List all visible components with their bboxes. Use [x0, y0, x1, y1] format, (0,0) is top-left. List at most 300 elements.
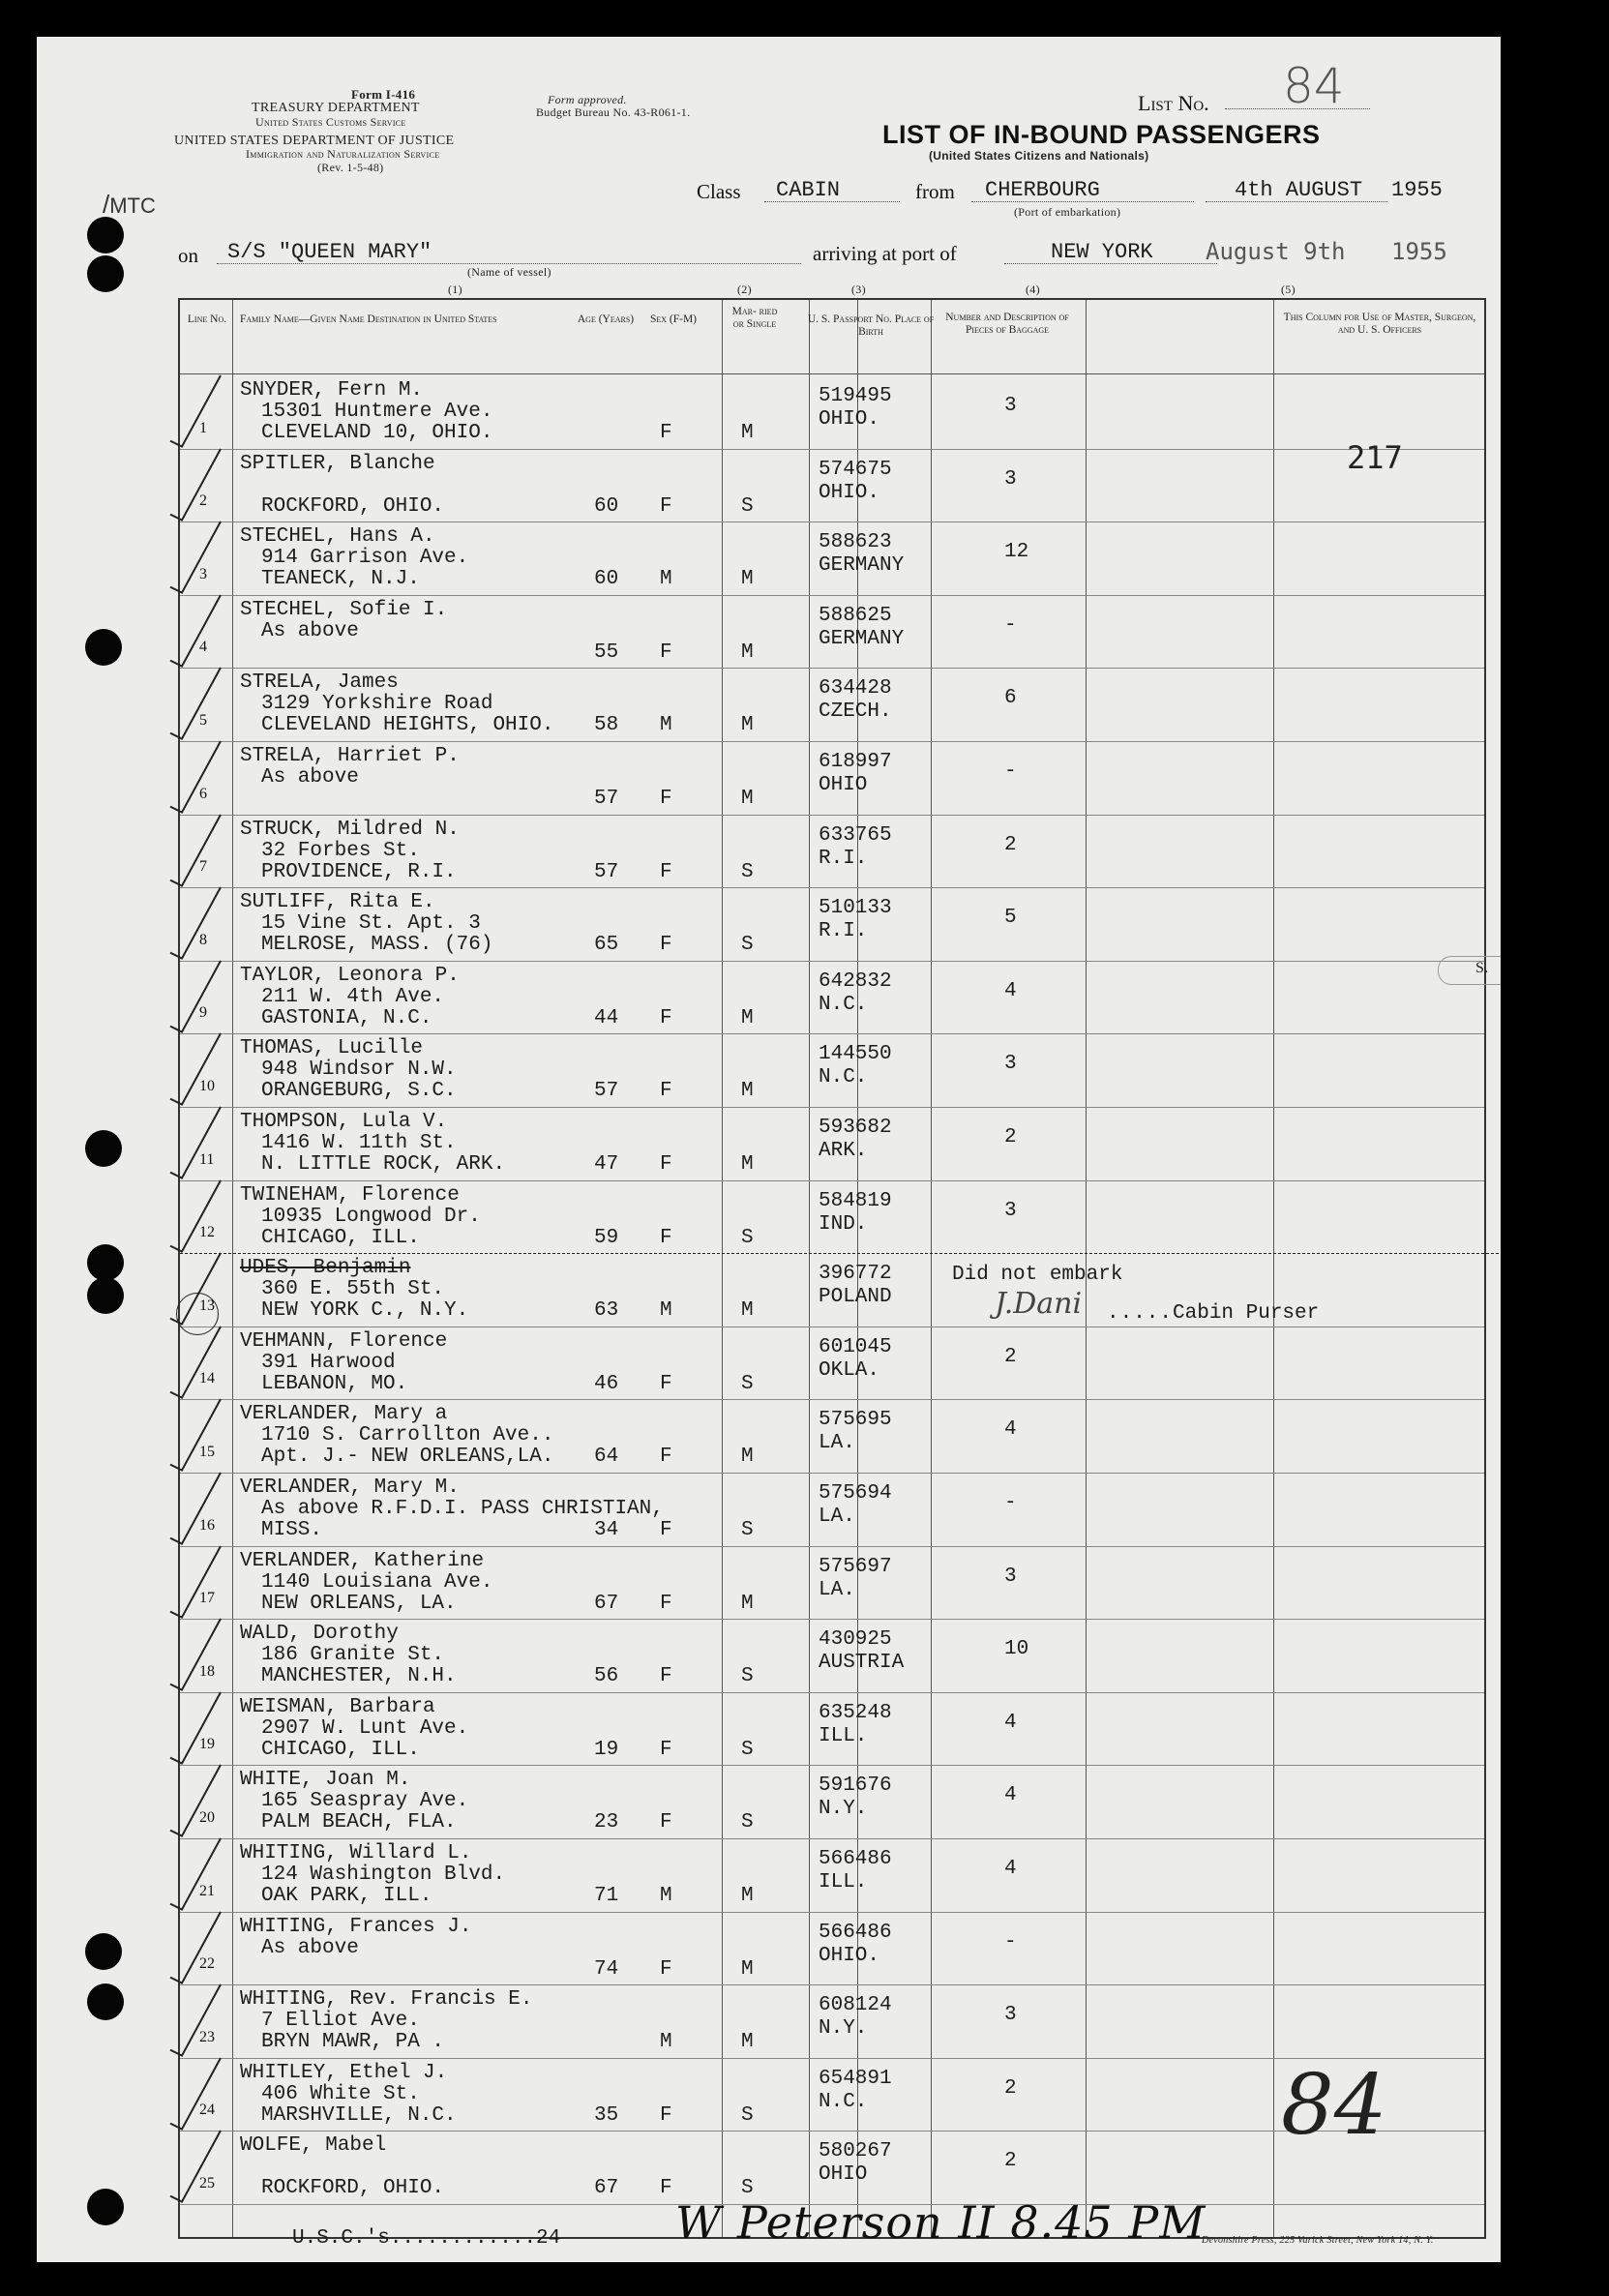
- binder-hole: [87, 255, 124, 292]
- passenger-name: STRELA, James: [240, 671, 399, 695]
- marital-status: M: [741, 1446, 754, 1469]
- marital-status: S: [741, 1372, 754, 1395]
- age: 60: [594, 494, 619, 518]
- passenger-name: VERLANDER, Mary a: [240, 1403, 448, 1426]
- list-no-label: List No.: [1138, 91, 1209, 115]
- sex: M: [660, 714, 672, 737]
- table-row: [180, 1984, 1484, 2058]
- address-line-1: 124 Washington Blvd.: [261, 1864, 506, 1886]
- baggage-count: -: [1004, 1492, 1017, 1514]
- sex: F: [660, 1372, 672, 1395]
- place-of-birth: N.Y.: [819, 2017, 868, 2041]
- sex: F: [660, 788, 672, 810]
- edge-stamp: S.: [1438, 956, 1501, 985]
- passport-number: 633765: [819, 823, 892, 847]
- passenger-name: SPITLER, Blanche: [240, 452, 435, 475]
- table-row: [180, 668, 1484, 741]
- line-number: 11: [199, 1150, 215, 1168]
- cabin-purser-label: .....Cabin Purser: [1107, 1302, 1320, 1325]
- marital-status: M: [741, 1006, 754, 1029]
- line-number: 14: [199, 1370, 215, 1387]
- address-line-1: 406 White St.: [261, 2082, 420, 2105]
- sex: F: [660, 860, 672, 883]
- address-line-2: OAK PARK, ILL.: [261, 1885, 432, 1907]
- embark-date: 4th AUGUST: [1235, 178, 1363, 202]
- arrival-year: 1955: [1391, 238, 1447, 265]
- address-line-2: BRYN MAWR, PA .: [261, 2031, 445, 2054]
- age: 35: [594, 2103, 619, 2127]
- line-number: 3: [199, 565, 207, 582]
- address-line-1: 32 Forbes St.: [261, 839, 420, 862]
- printer-imprint: Devonshire Press, 225 Varick Street, New York 14, N. Y.: [1202, 2235, 1434, 2246]
- check-mark: [166, 370, 224, 453]
- table-row: [180, 595, 1484, 669]
- line-number: 21: [199, 1882, 215, 1899]
- form-subtitle: (United States Citizens and Nationals): [929, 149, 1149, 163]
- place-of-birth: OHIO: [819, 2163, 868, 2187]
- passenger-name: STECHEL, Hans A.: [240, 525, 435, 549]
- passport-number: 654891: [819, 2067, 892, 2090]
- baggage-count: 4: [1004, 1418, 1017, 1442]
- passenger-name: WHITLEY, Ethel J.: [240, 2061, 448, 2084]
- age: 46: [594, 1372, 619, 1395]
- address-line-2: MANCHESTER, N.H.: [261, 1665, 457, 1688]
- passport-number: 601045: [819, 1335, 892, 1358]
- baggage-count: 4: [1004, 979, 1017, 1002]
- address-line-1: 1710 S. Carrollton Ave..: [261, 1424, 554, 1447]
- purser-signature: J.Dani: [995, 1287, 1083, 1321]
- header-passport: U. S. Passport No. Place of Birth: [807, 313, 935, 338]
- marital-status: S: [741, 860, 754, 883]
- check-mark: [166, 662, 224, 745]
- sex: F: [660, 1519, 672, 1541]
- did-not-embark-note: Did not embark: [952, 1264, 1123, 1286]
- baggage-count: 3: [1004, 467, 1017, 491]
- sex: F: [660, 1811, 672, 1834]
- passport-number: 588623: [819, 531, 892, 554]
- table-row: [180, 887, 1484, 961]
- check-mark: [166, 1906, 224, 1989]
- check-mark: [166, 1175, 224, 1258]
- passport-number: 519495: [819, 385, 892, 407]
- form-title: LIST OF IN-BOUND PASSENGERS: [882, 120, 1321, 149]
- passport-number: 580267: [819, 2140, 892, 2163]
- baggage-count: 3: [1004, 1199, 1017, 1222]
- port-of-embarkation: CHERBOURG: [985, 178, 1100, 202]
- baggage-count: -: [1004, 613, 1017, 637]
- address-line-1: 360 E. 55th St.: [261, 1278, 445, 1301]
- marital-status: M: [741, 1592, 754, 1615]
- marital-status: M: [741, 1153, 754, 1176]
- revision: (Rev. 1-5-48): [317, 161, 384, 174]
- address-line-2: CLEVELAND 10, OHIO.: [261, 422, 493, 444]
- line-number: 15: [199, 1443, 215, 1460]
- table-row: [180, 1912, 1484, 1985]
- sex: F: [660, 1226, 672, 1249]
- marital-status: M: [741, 1080, 754, 1103]
- passport-number: 588625: [819, 604, 892, 627]
- address-line-2: NEW YORK C., N.Y.: [261, 1299, 469, 1323]
- address-line-2: CHICAGO, ILL.: [261, 1226, 420, 1249]
- address-line-1: As above: [261, 1936, 359, 1959]
- address-line-2: NEW ORLEANS, LA.: [261, 1592, 457, 1615]
- place-of-birth: OHIO: [819, 774, 868, 796]
- address-line-1: 3129 Yorkshire Road: [261, 693, 493, 716]
- address-line-2: ROCKFORD, OHIO.: [261, 494, 445, 518]
- marital-status: S: [741, 1738, 754, 1761]
- binder-hole: [87, 1244, 124, 1281]
- binder-hole: [87, 2189, 124, 2225]
- passenger-name: TWINEHAM, Florence: [240, 1183, 460, 1207]
- age: 47: [594, 1153, 619, 1176]
- sex: M: [660, 1299, 672, 1323]
- address-line-2: MARSHVILLE, N.C.: [261, 2103, 457, 2127]
- col-caption-4: (4): [1026, 283, 1040, 296]
- baggage-count: 4: [1004, 1711, 1017, 1734]
- check-mark: [166, 516, 224, 599]
- marital-status: S: [741, 934, 754, 957]
- baggage-count: 12: [1004, 541, 1029, 564]
- header-married: Mar- ried or Single: [731, 306, 778, 330]
- sex: F: [660, 641, 672, 664]
- passport-number: 566486: [819, 1921, 892, 1944]
- address-line-1: 1416 W. 11th St.: [261, 1132, 457, 1154]
- marital-status: M: [741, 714, 754, 737]
- passenger-name: VEHMANN, Florence: [240, 1329, 448, 1353]
- age: 71: [594, 1885, 619, 1907]
- binder-hole: [87, 1277, 124, 1314]
- line-number: 19: [199, 1736, 215, 1753]
- place-of-birth: OHIO.: [819, 481, 880, 504]
- age: 19: [594, 1738, 619, 1761]
- passenger-name: THOMPSON, Lula V.: [240, 1111, 448, 1133]
- header-sex: Sex (F-M): [649, 313, 698, 325]
- class-value: CABIN: [776, 178, 841, 202]
- passenger-name: WOLFE, Mabel: [240, 2134, 387, 2158]
- place-of-birth: N.C.: [819, 2090, 868, 2113]
- table-row: [180, 1765, 1484, 1838]
- address-line-1: 211 W. 4th Ave.: [261, 985, 445, 1008]
- baggage-count: 3: [1004, 395, 1017, 417]
- usc-count: U.S.C.'s............24: [292, 2227, 561, 2250]
- sex: F: [660, 1665, 672, 1688]
- passenger-name: WEISMAN, Barbara: [240, 1695, 435, 1718]
- table-row: [180, 1838, 1484, 1912]
- baggage-count: 4: [1004, 1858, 1017, 1880]
- check-mark: [166, 881, 224, 965]
- arrival-date: August 9th: [1206, 238, 1346, 265]
- age: 34: [594, 1519, 619, 1541]
- place-of-birth: OHIO.: [819, 1944, 880, 1967]
- table-row: [180, 1033, 1484, 1107]
- place-of-birth: IND.: [819, 1212, 868, 1236]
- baggage-count: 2: [1004, 833, 1017, 856]
- binder-hole: [85, 629, 122, 666]
- marital-status: M: [741, 568, 754, 591]
- passenger-name: TAYLOR, Leonora P.: [240, 964, 460, 987]
- check-mark: [166, 1028, 224, 1111]
- check-mark: [166, 2052, 224, 2135]
- marital-status: M: [741, 1957, 754, 1981]
- sex: F: [660, 1080, 672, 1103]
- check-mark: [166, 2125, 224, 2208]
- check-mark: [166, 1467, 224, 1550]
- passenger-name: VERLANDER, Katherine: [240, 1549, 485, 1572]
- table-row: [180, 375, 1484, 449]
- passport-number: 584819: [819, 1189, 892, 1212]
- age: 74: [594, 1957, 619, 1981]
- class-label: Class: [697, 180, 741, 203]
- address-line-2: Apt. J.- NEW ORLEANS,LA.: [261, 1446, 554, 1469]
- table-row: [180, 741, 1484, 815]
- age: 67: [594, 2177, 619, 2200]
- place-of-birth: ILL.: [819, 1871, 868, 1893]
- age: 65: [594, 934, 619, 957]
- place-of-birth: N.C.: [819, 1066, 868, 1089]
- place-of-birth: LA.: [819, 1578, 855, 1601]
- ins-service: Immigration and Naturalization Service: [246, 147, 440, 161]
- line-number: 7: [199, 858, 207, 876]
- vessel-name: S/S "QUEEN MARY": [227, 240, 432, 264]
- budget-bureau: Budget Bureau No. 43-R061-1.: [536, 105, 691, 119]
- line-number: 9: [199, 1004, 207, 1022]
- line-number: 23: [199, 2028, 215, 2045]
- line-number: 25: [199, 2174, 215, 2192]
- baggage-count: 3: [1004, 1053, 1017, 1076]
- check-mark: [166, 1540, 224, 1624]
- age: 63: [594, 1299, 619, 1323]
- baggage-count: -: [1004, 760, 1017, 783]
- address-line-1: 7 Elliot Ave.: [261, 2010, 420, 2033]
- address-line-1: 15 Vine St. Apt. 3: [261, 912, 481, 936]
- marital-status: S: [741, 2177, 754, 2200]
- marital-status: M: [741, 788, 754, 810]
- age: 57: [594, 1080, 619, 1103]
- baggage-count: -: [1004, 1930, 1017, 1953]
- table-row: [180, 1107, 1484, 1180]
- binder-hole: [87, 217, 124, 253]
- age: 44: [594, 1006, 619, 1029]
- check-mark: [166, 955, 224, 1038]
- baggage-count: 2: [1004, 1345, 1017, 1368]
- marital-status: S: [741, 1519, 754, 1541]
- line-number: 10: [199, 1077, 215, 1094]
- check-mark: [166, 1759, 224, 1842]
- passenger-name: THOMAS, Lucille: [240, 1037, 424, 1060]
- check-mark: [166, 1833, 224, 1916]
- place-of-birth: OHIO.: [819, 408, 880, 431]
- passport-number: 144550: [819, 1043, 892, 1066]
- marital-status: S: [741, 1811, 754, 1834]
- sex: M: [660, 1885, 672, 1907]
- address-line-1: 1140 Louisiana Ave.: [261, 1570, 493, 1594]
- place-of-birth: N.C.: [819, 993, 868, 1016]
- baggage-count: 3: [1004, 2004, 1017, 2027]
- passenger-name: STRELA, Harriet P.: [240, 745, 460, 767]
- baggage-count: 2: [1004, 1126, 1017, 1148]
- passport-number: 635248: [819, 1701, 892, 1724]
- place-of-birth: ILL.: [819, 1724, 868, 1747]
- address-line-1: 186 Granite St.: [261, 1644, 445, 1667]
- address-line-1: As above: [261, 619, 359, 642]
- table-row: [180, 1399, 1484, 1473]
- line-number: 2: [199, 492, 207, 510]
- marital-status: S: [741, 494, 754, 518]
- binder-hole: [85, 1933, 122, 1970]
- place-of-birth: R.I.: [819, 847, 868, 870]
- sex: F: [660, 1957, 672, 1981]
- table-row: [180, 815, 1484, 888]
- sex: F: [660, 934, 672, 957]
- header-officers: This Column for Use of Master, Surgeon, and U. S. Officers: [1283, 312, 1476, 336]
- sex: F: [660, 1738, 672, 1761]
- marital-status: M: [741, 1299, 754, 1323]
- address-line-2: ROCKFORD, OHIO.: [261, 2177, 445, 2200]
- passenger-name: STECHEL, Sofie I.: [240, 598, 448, 621]
- table-row: [180, 1546, 1484, 1620]
- line-number: 4: [199, 639, 207, 656]
- mtc-mark: /MTC: [103, 190, 156, 219]
- passport-number: 591676: [819, 1774, 892, 1798]
- table-row: [180, 1327, 1484, 1400]
- place-of-birth: GERMANY: [819, 627, 905, 650]
- passenger-table: [178, 298, 1486, 2239]
- col-caption-5: (5): [1281, 283, 1296, 296]
- line-number: 24: [199, 2102, 215, 2119]
- from-label: from: [915, 180, 955, 203]
- age: 64: [594, 1446, 619, 1469]
- baggage-count: 6: [1004, 687, 1017, 710]
- marital-status: M: [741, 1885, 754, 1907]
- col-caption-3: (3): [851, 283, 866, 296]
- passport-number: 593682: [819, 1117, 892, 1139]
- passenger-name: SUTLIFF, Rita E.: [240, 891, 435, 914]
- table-row: [180, 1619, 1484, 1692]
- address-line-2: MISS.: [261, 1519, 323, 1541]
- address-line-2: TEANECK, N.J.: [261, 568, 420, 591]
- age: 58: [594, 714, 619, 737]
- officer-note-217: 217: [1347, 439, 1403, 476]
- place-of-birth: AUSTRIA: [819, 1652, 905, 1675]
- form-number: Form I-416: [351, 87, 416, 102]
- passport-number: 574675: [819, 458, 892, 481]
- line-number: 22: [199, 1955, 215, 1973]
- marital-status: M: [741, 641, 754, 664]
- sex: F: [660, 1592, 672, 1615]
- check-mark: [166, 1393, 224, 1476]
- place-of-birth: LA.: [819, 1506, 855, 1528]
- place-of-birth: LA.: [819, 1432, 855, 1455]
- passport-number: 634428: [819, 677, 892, 701]
- binder-hole: [87, 1983, 124, 2020]
- baggage-count: 3: [1004, 1565, 1017, 1588]
- line-number: 13: [199, 1297, 215, 1314]
- check-mark: [166, 735, 224, 819]
- arrival-port: NEW YORK: [1051, 240, 1153, 264]
- passport-number: 575694: [819, 1482, 892, 1505]
- marital-status: S: [741, 1226, 754, 1249]
- place-of-birth: GERMANY: [819, 554, 905, 578]
- form-approved: Form approved.: [548, 93, 627, 106]
- baggage-count: 5: [1004, 907, 1017, 930]
- treasury-dept: TREASURY DEPARTMENT: [252, 101, 420, 115]
- check-mark: [166, 1979, 224, 2062]
- address-line-2: CLEVELAND HEIGHTS, OHIO.: [261, 714, 554, 737]
- sex: F: [660, 2177, 672, 2200]
- table-row: [180, 522, 1484, 595]
- address-line-1: As above R.F.D.I. PASS CHRISTIAN,: [261, 1498, 664, 1520]
- address-line-2: MELROSE, MASS. (76): [261, 934, 493, 957]
- sex: M: [660, 568, 672, 591]
- address-line-1: 948 Windsor N.W.: [261, 1059, 457, 1082]
- line-number: 1: [199, 419, 207, 436]
- address-line-2: ORANGEBURG, S.C.: [261, 1080, 457, 1103]
- header-name: Family Name—Given Name Destination in United States: [240, 313, 497, 325]
- place-of-birth: POLAND: [819, 1286, 892, 1309]
- address-line-2: LEBANON, MO.: [261, 1372, 408, 1395]
- address-line-1: 165 Seaspray Ave.: [261, 1790, 469, 1813]
- place-of-birth: ARK.: [819, 1140, 868, 1162]
- arriving-label: arriving at port of: [813, 242, 957, 265]
- header-baggage: Number and Description of Pieces of Baggage: [945, 312, 1069, 336]
- marital-status: S: [741, 2103, 754, 2127]
- age: 23: [594, 1811, 619, 1834]
- list-number: 84: [1283, 58, 1345, 114]
- address-line-1: 391 Harwood: [261, 1351, 396, 1374]
- sex: F: [660, 1006, 672, 1029]
- age: 59: [594, 1226, 619, 1249]
- passenger-name: WHITING, Frances J.: [240, 1915, 472, 1938]
- binder-hole: [85, 1130, 122, 1167]
- embark-caption: (Port of embarkation): [1014, 205, 1121, 219]
- sex: F: [660, 2103, 672, 2127]
- address-line-1: 15301 Huntmere Ave.: [261, 401, 493, 423]
- age: 57: [594, 860, 619, 883]
- passport-number: 396772: [819, 1263, 892, 1286]
- customs-service: United States Customs Service: [255, 115, 406, 129]
- passport-number: 618997: [819, 751, 892, 773]
- passenger-name: WHITING, Willard L.: [240, 1842, 472, 1864]
- passenger-name: WALD, Dorothy: [240, 1623, 399, 1646]
- sex: F: [660, 422, 672, 444]
- check-mark: [166, 1613, 224, 1696]
- line-number: 18: [199, 1662, 215, 1680]
- passenger-name: WHITE, Joan M.: [240, 1769, 411, 1792]
- address-line-2: CHICAGO, ILL.: [261, 1738, 420, 1761]
- address-line-2: N. LITTLE ROCK, ARK.: [261, 1153, 506, 1176]
- check-mark: [166, 1101, 224, 1184]
- check-mark: [166, 589, 224, 672]
- check-mark: [166, 443, 224, 526]
- baggage-count: 2: [1004, 2076, 1017, 2100]
- baggage-count: 2: [1004, 2150, 1017, 2173]
- sex: F: [660, 1153, 672, 1176]
- line-number: 16: [199, 1516, 215, 1534]
- handwritten-84: 84: [1281, 2057, 1387, 2154]
- passenger-manifest-page: [37, 37, 1501, 2262]
- circled-line-13: [176, 1293, 219, 1335]
- age: 60: [594, 568, 619, 591]
- address-line-2: PROVIDENCE, R.I.: [261, 860, 457, 883]
- baggage-count: 10: [1004, 1638, 1029, 1661]
- sex: F: [660, 1446, 672, 1469]
- table-row: [180, 1473, 1484, 1546]
- address-line-1: 914 Garrison Ave.: [261, 547, 469, 570]
- col-caption-1: (1): [448, 283, 462, 296]
- passport-number: 575697: [819, 1555, 892, 1578]
- check-mark: [166, 1686, 224, 1770]
- passport-number: 642832: [819, 969, 892, 993]
